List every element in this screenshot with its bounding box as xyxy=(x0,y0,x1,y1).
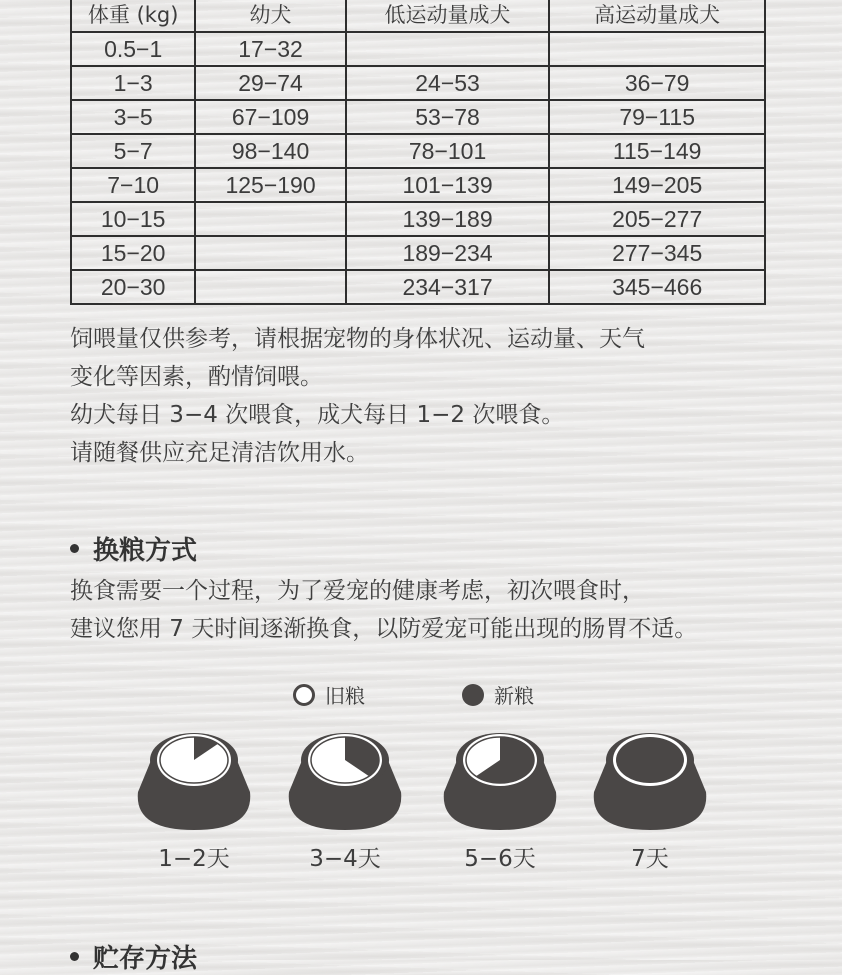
stage-label: 1−2天 xyxy=(158,846,230,872)
table-row xyxy=(71,32,765,66)
note-line: 变化等因素，酌情饲喂。 xyxy=(70,364,323,390)
table-header-row xyxy=(71,0,765,32)
table-cell: 20−30 xyxy=(71,270,195,304)
description-line: 换食需要一个过程，为了爱宠的健康考虑，初次喂食时， xyxy=(70,578,645,604)
header-puppy: 幼犬 xyxy=(195,0,345,32)
note-line: 饲喂量仅供参考，请根据宠物的身体状况、运动量、天气 xyxy=(70,326,645,352)
table-cell: 189−234 xyxy=(346,236,550,270)
bowl-stage-1-icon xyxy=(134,730,254,834)
table-cell xyxy=(346,32,550,66)
table-row xyxy=(71,168,765,202)
description-line: 建议您用 7 天时间逐渐换食，以防爱宠可能出现的肠胃不适。 xyxy=(70,616,698,642)
table-cell: 10−15 xyxy=(71,202,195,236)
header-weight: 体重 (kg) xyxy=(71,0,195,32)
table-cell xyxy=(195,270,345,304)
table-cell xyxy=(195,202,345,236)
table-cell: 79−115 xyxy=(549,100,765,134)
note-line: 请随餐供应充足清洁饮用水。 xyxy=(70,440,369,466)
table-cell: 17−32 xyxy=(195,32,345,66)
bowl-stage-4-icon xyxy=(590,730,710,834)
note-line: 幼犬每日 3−4 次喂食，成犬每日 1−2 次喂食。 xyxy=(70,402,565,428)
header-low-activity: 低运动量成犬 xyxy=(346,0,550,32)
table-row xyxy=(71,100,765,134)
table-cell xyxy=(195,236,345,270)
table-cell: 53−78 xyxy=(346,100,550,134)
table-row xyxy=(71,134,765,168)
bowl-stage-3-icon xyxy=(440,730,560,834)
new-food-fill xyxy=(616,737,684,783)
table-cell: 67−109 xyxy=(195,100,345,134)
table-cell: 125−190 xyxy=(195,168,345,202)
table-cell: 3−5 xyxy=(71,100,195,134)
table-row xyxy=(71,236,765,270)
old-food-swatch-icon xyxy=(293,684,315,706)
table-cell: 149−205 xyxy=(549,168,765,202)
section-title-text: 贮存方法 xyxy=(93,944,198,974)
legend-new-label: 新粮 xyxy=(494,684,534,708)
section-title-text: 换粮方式 xyxy=(93,536,198,566)
table-cell: 0.5−1 xyxy=(71,32,195,66)
table-cell: 345−466 xyxy=(549,270,765,304)
table-cell: 24−53 xyxy=(346,66,550,100)
table-row xyxy=(71,202,765,236)
stage-label: 3−4天 xyxy=(309,846,381,872)
table-cell: 5−7 xyxy=(71,134,195,168)
legend-new-food xyxy=(462,680,534,709)
new-food-swatch-icon xyxy=(462,684,484,706)
table-row xyxy=(71,270,765,304)
legend-old-food xyxy=(293,680,365,709)
table-cell: 277−345 xyxy=(549,236,765,270)
switch-description xyxy=(70,572,790,648)
table-cell: 29−74 xyxy=(195,66,345,100)
table-row xyxy=(71,66,765,100)
header-high-activity: 高运动量成犬 xyxy=(549,0,765,32)
bowl-stage-2-icon xyxy=(285,730,405,834)
table-cell: 234−317 xyxy=(346,270,550,304)
table-cell: 15−20 xyxy=(71,236,195,270)
bullet-dot xyxy=(70,544,79,553)
table-cell: 101−139 xyxy=(346,168,550,202)
table-cell: 36−79 xyxy=(549,66,765,100)
table-cell: 115−149 xyxy=(549,134,765,168)
table-cell: 78−101 xyxy=(346,134,550,168)
stage-label: 5−6天 xyxy=(464,846,536,872)
storage-section-title xyxy=(70,938,197,975)
feeding-table xyxy=(70,0,766,305)
table-cell: 205−277 xyxy=(549,202,765,236)
stage-label: 7天 xyxy=(631,846,669,872)
feeding-notes xyxy=(70,320,780,472)
table-cell xyxy=(549,32,765,66)
table-cell: 139−189 xyxy=(346,202,550,236)
table-cell: 98−140 xyxy=(195,134,345,168)
table-cell: 7−10 xyxy=(71,168,195,202)
switch-section-title xyxy=(70,530,197,567)
legend-old-label: 旧粮 xyxy=(325,684,365,708)
table-cell: 1−3 xyxy=(71,66,195,100)
